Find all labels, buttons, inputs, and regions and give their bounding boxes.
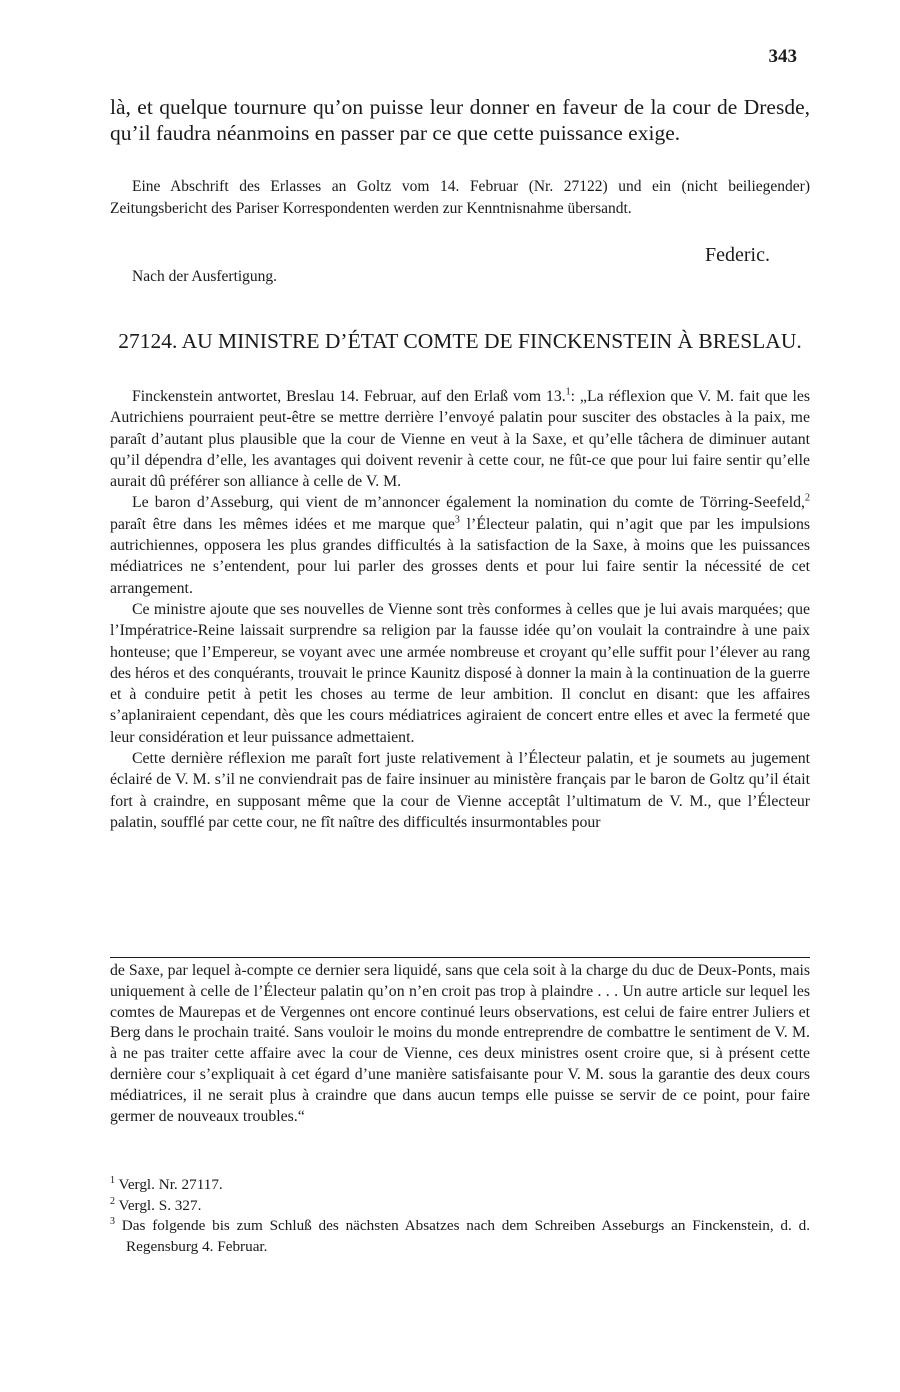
paragraph-3: Ce ministre ajoute que ses nouvelles de Vienne sont très conformes à celles que je lui avais marquées; que l’Impératrice-Reine laissait surprendre sa religion par la fausse idée qu’on voulait la contraindre à une paix honteuse; que l’Empereur, se voyant avec une armée nombreuse et croyant qu’elle suffit pour l’élever au rang des héros et des conquérants, trouvait le prince Kaunitz disposé à donner la main à la continuation de la guerre et à conduire petit à petit les choses au terme de leur ambition. Il conclut en disant: que les affaires s’aplaniraient cependant, dès que les cours médiatrices agiraient de concert entre elles et avec la fermeté que leur considération et leur puissance admettaient. (110, 600, 810, 746)
paragraph-text: l’Électeur palatin, qui n’agit que par les impulsions autrichiennes, opposera les plus grandes difficultés à la satisfaction de la Saxe, à moins que les puissances médiatrices ne s’entendent, pour lui parler des grosses dents et pour lui faire sentir la nécessité de cet arrangement. (110, 515, 810, 597)
footnotes (110, 1175, 810, 1257)
paragraph-text: paraît être dans les mêmes idées et me marque que (110, 515, 455, 533)
footnote-marker: 1 (565, 386, 571, 398)
lead-paragraph: là, et quelque tournure qu’on puisse leur donner en faveur de la cour de Dresde, qu’il faudra néanmoins en passer par ce que cette puissance exige. (110, 95, 810, 145)
enclosure-note: Eine Abschrift des Erlasses an Goltz vom 14. Februar (Nr. 27122) und ein (nicht beiliegender) Zeitungsbericht des Pariser Korrespondenten werden zur Kenntnisnahme übersandt. (110, 178, 810, 217)
paragraph-text: : „La réflexion que V. M. fait que les Autrichiens pourraient peut-être se mettre derrière l’envoyé palatin pour susciter des obstacles à la paix, me paraît d’autant plus plausible que la cour de Vienne en veut à la Saxe, et qu’elle tâchera de diminuer autant qu’il dépendra d’elle, les avantages qui doivent revenir à cette cour, ne fût-ce que pour lui faire sentir qu’elle aurait dû préférer son alliance à celle de V. M. (110, 388, 810, 491)
footnote-number: 3 (110, 1215, 115, 1227)
source-note: Nach der Ausfertigung. (132, 268, 278, 285)
footnote-marker: 2 (805, 493, 810, 505)
paragraph-1 (110, 386, 810, 492)
signature: Federic. (705, 244, 770, 266)
footnote-number: 2 (110, 1195, 115, 1207)
continuation-paragraph: de Saxe, par lequel à-compte ce dernier sera liquidé, sans que cela soit à la charge du duc de Deux-Ponts, mais uniquement à celle de l’Électeur palatin qu’on n’en croit pas trop à plaindre . . . Un autre article sur lequel les comtes de Maurepas et de Vergennes ont encore continué leurs observations, est celui de faire entrer Juliers et Berg dans le prochain traité. Sans vouloir le moins du monde entreprendre de combattre le sentiment de V. M. à ne pas traiter cette affaire avec la cour de Vienne, ces deux ministres osent croire que, si à présent cette dernière cour s’expliquait à cet égard d’une manière satisfaisante pour V. M. sous la garantie des deux cours médiatrices, il ne serait plus à craindre que dans aucun temps elle puisse se servir de ce point, pour faire germer de nouveaux troubles.“ (110, 962, 810, 1125)
document-heading: 27124. AU MINISTRE D’ÉTAT COMTE DE FINCKENSTEIN À BRESLAU. (118, 329, 802, 353)
footnote-divider (110, 957, 810, 958)
footnote-text: Vergl. Nr. 27117. (118, 1176, 223, 1193)
paragraph-text: Finckenstein antwortet, Breslau 14. Februar, auf den Erlaß vom 13. (132, 388, 566, 405)
footnote-marker: 3 (454, 514, 460, 526)
paragraph-4: Cette dernière réflexion me paraît fort juste relativement à l’Électeur palatin, et je soumets au jugement éclairé de V. M. s’il ne conviendrait pas de faire insinuer au ministère français par le baron de Goltz qu’il était fort à craindre, en supposant même que la cour de Vienne acceptât l’ultimatum de V. M., que l’Électeur palatin, soufflé par cette cour, ne fît naître des difficultés insurmontables pour (110, 750, 810, 831)
paragraph-2 (110, 492, 810, 598)
paragraph-text: Le baron d’Asseburg, qui vient de m’annoncer également la nomination du comte de Törring-Seefeld, (132, 494, 805, 512)
footnote-text: Vergl. S. 327. (118, 1196, 202, 1214)
letter-body (110, 386, 810, 833)
footnote-item (110, 1175, 810, 1196)
footnote-item (110, 1196, 810, 1217)
footnote-continuation (110, 961, 810, 1127)
footnote-number: 1 (110, 1174, 115, 1186)
footnote-text: Das folgende bis zum Schluß des nächsten Absatzes nach dem Schreiben Asseburgs an Finckenstein, d. d. Regensburg 4. Februar. (121, 1217, 811, 1255)
page-number: 343 (768, 46, 797, 67)
footnote-item (110, 1216, 810, 1257)
